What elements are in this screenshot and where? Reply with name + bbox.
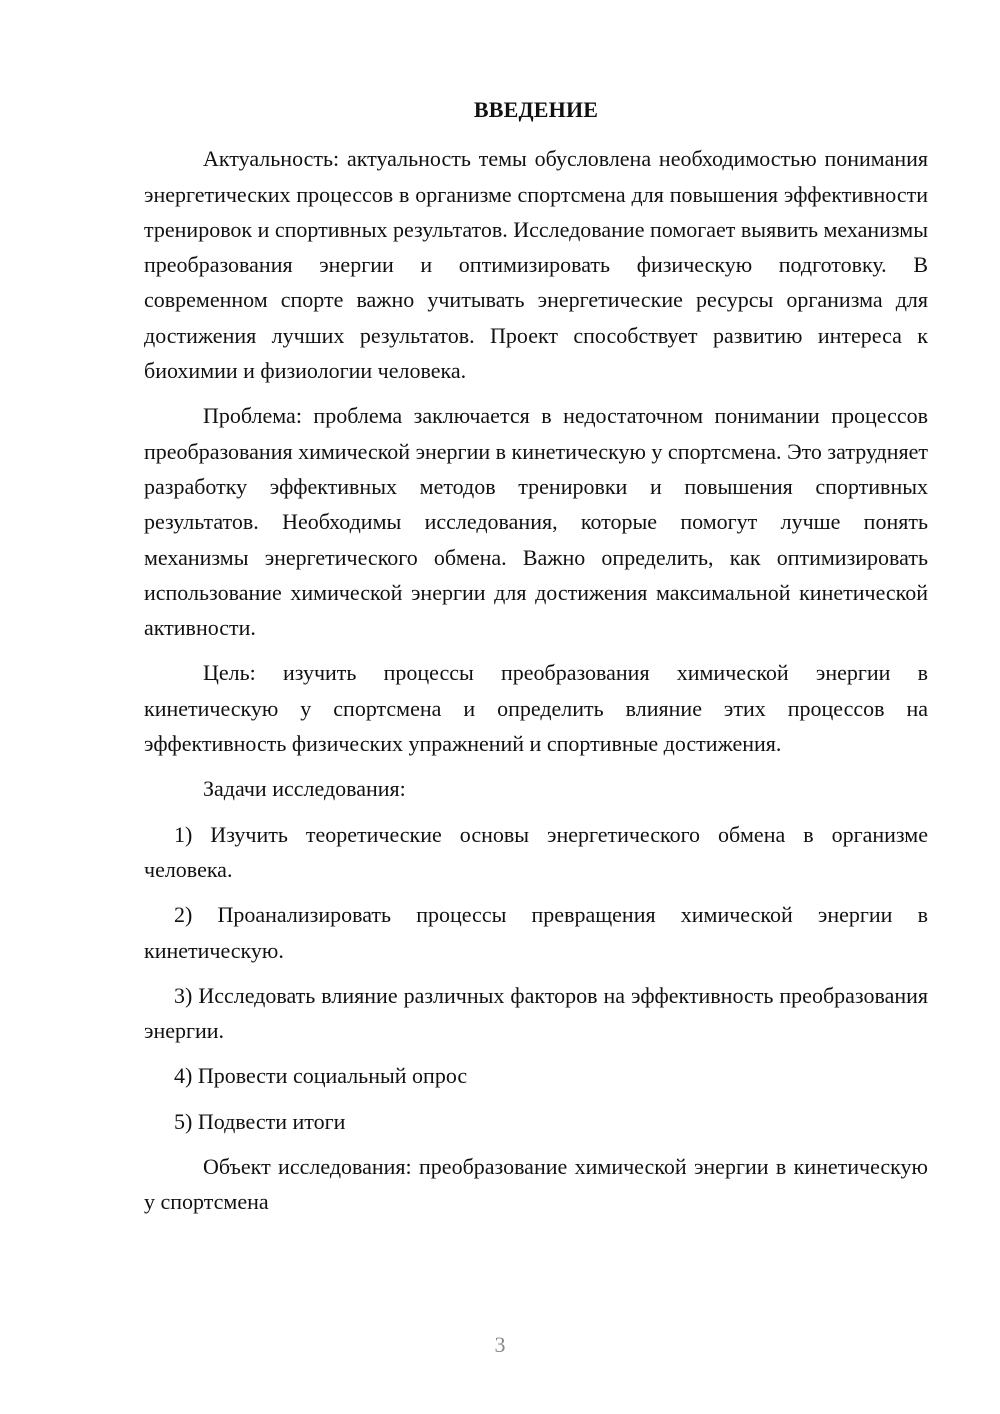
section-heading: ВВЕДЕНИЕ: [473, 97, 599, 122]
task-item-4: 4) Провести социальный опрос: [174, 1063, 468, 1089]
relevance-paragraph: Актуальность: актуальность темы обусловлена необходимостью понимания энергетических процессов в организме спортсмена для повышения эффективности тренировок и спортивных результатов. Исследование помогает выявить механизмы преобразования энергии и оптимизировать физическую подготовку. В современном спорте важно учитывать энергетические ресурсы организма для достижения лучших результатов. Проект способствует развитию интереса к биохимии и физиологии человека.: [144, 146, 929, 384]
task-item-1: 1) Изучить теоретические основы энергетического обмена в организме человека.: [144, 821, 928, 882]
task-item-2: 2) Проанализировать процессы превращения химической энергии в кинетическую.: [144, 902, 928, 963]
tasks-title: Задачи исследования:: [203, 776, 406, 802]
task-item-5: 5) Подвести итоги: [174, 1108, 346, 1134]
page-content: [144, 92, 928, 1230]
object-paragraph: Объект исследования: преобразование химической энергии в кинетическую у спортсмена: [144, 1154, 928, 1215]
goal-paragraph: Цель: изучить процессы преобразования химической энергии в кинетическую у спортсмена и определить влияние этих процессов на эффективность физических упражнений и спортивные достижения.: [144, 660, 928, 757]
task-item-3: 3) Исследовать влияние различных факторов на эффективность преобразования энергии.: [144, 982, 928, 1044]
page-number: 3: [494, 1332, 506, 1357]
problem-paragraph: Проблема: проблема заключается в недостаточном понимании процессов преобразования химической энергии в кинетическую у спортсмена. Это затрудняет разработку эффективных методов тренировки и повышения спортивных результатов. Необходимы исследования, которые помогут лучше понять механизмы энергетического обмена. Важно определить, как оптимизировать использование химической энергии для достижения максимальной кинетической активности.: [144, 403, 928, 641]
